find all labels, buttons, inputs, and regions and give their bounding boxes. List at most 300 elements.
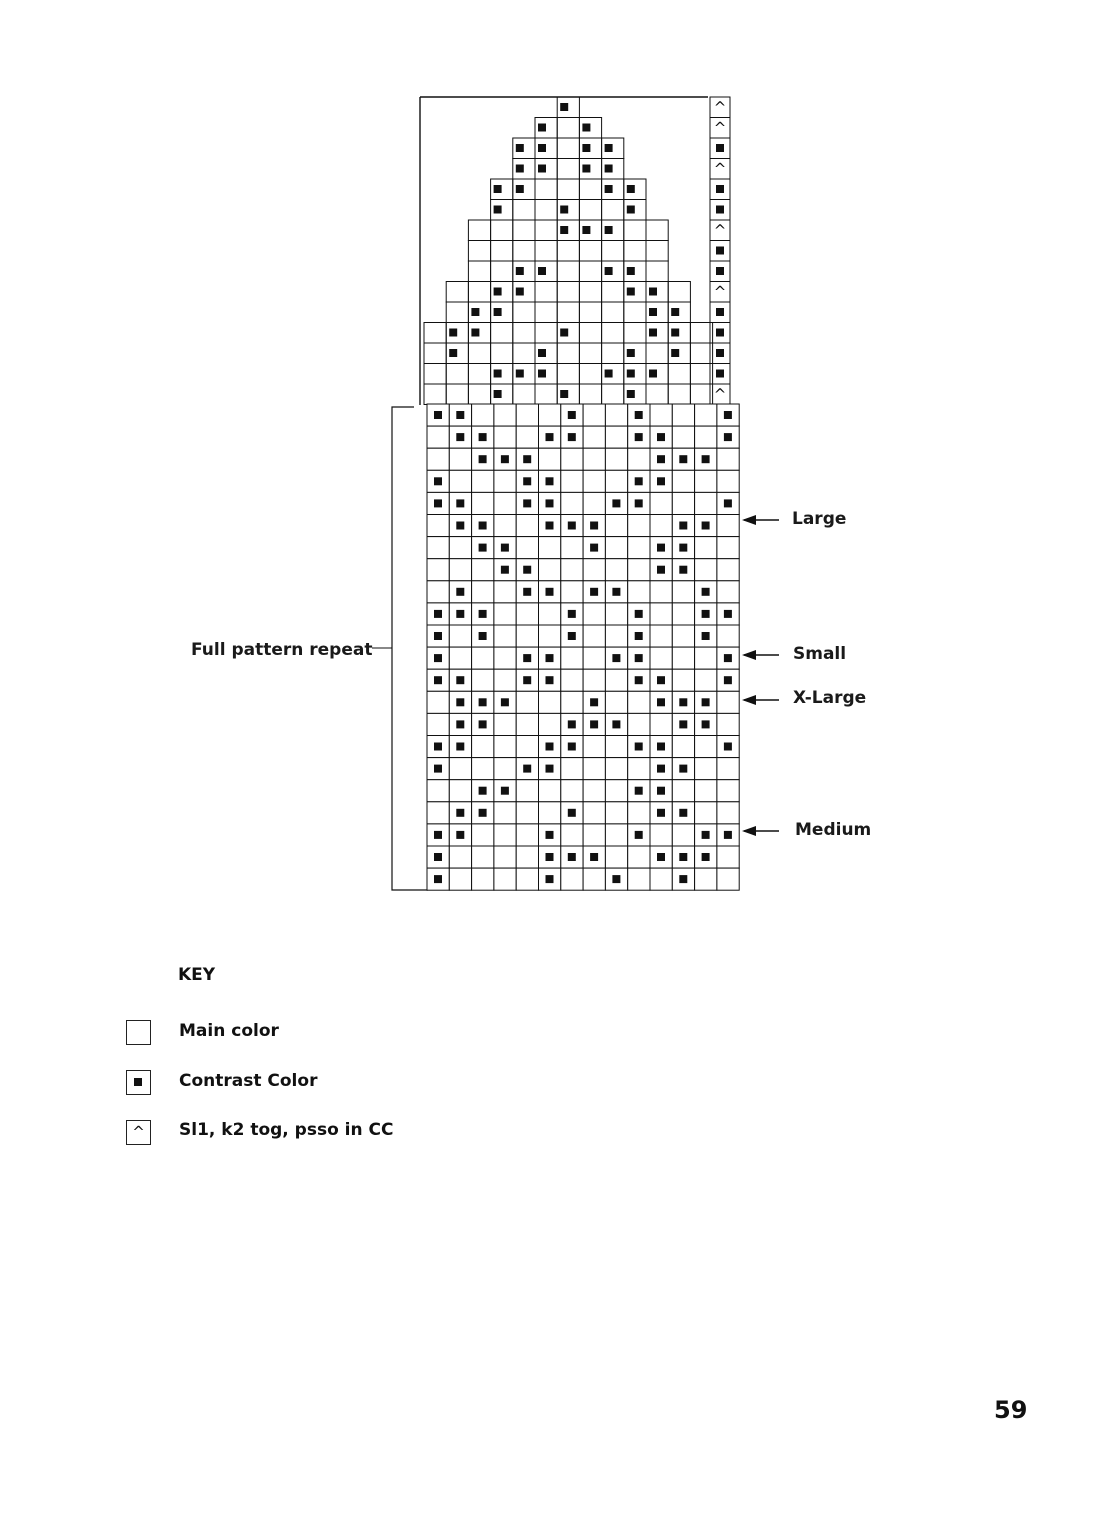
grid-cell: [561, 559, 583, 581]
arrow-medium-head: [742, 826, 756, 836]
contrast-stitch: [635, 433, 643, 441]
size-label-large: Large: [792, 509, 847, 529]
grid-cell: [717, 470, 739, 492]
crown-cell: [513, 323, 535, 344]
grid-cell: [427, 515, 449, 537]
grid-cell: [628, 448, 650, 470]
grid-cell: [605, 691, 627, 713]
contrast-stitch: [523, 676, 531, 684]
contrast-stitch: [702, 720, 710, 728]
crown-cell: [535, 282, 557, 303]
grid-cell: [449, 625, 471, 647]
grid-cell: [695, 559, 717, 581]
grid-cell: [561, 758, 583, 780]
crown-cell: [491, 241, 513, 262]
slip-stitch-mark: ^: [713, 160, 727, 178]
grid-cell: [494, 647, 516, 669]
contrast-stitch: [635, 654, 643, 662]
grid-cell: [628, 691, 650, 713]
contrast-stitch: [679, 853, 687, 861]
contrast-stitch: [494, 288, 502, 296]
contrast-stitch: [494, 308, 502, 316]
grid-cell: [427, 559, 449, 581]
grid-cell: [717, 515, 739, 537]
contrast-stitch: [590, 544, 598, 552]
grid-cell: [561, 824, 583, 846]
key-contrast-color-swatch: [126, 1070, 151, 1095]
grid-cell: [583, 448, 605, 470]
grid-cell: [561, 780, 583, 802]
contrast-stitch: [516, 288, 524, 296]
contrast-stitch: [523, 455, 531, 463]
contrast-stitch: [605, 185, 613, 193]
contrast-stitch: [523, 765, 531, 773]
crown-cell: [557, 159, 579, 180]
grid-cell: [472, 736, 494, 758]
grid-cell: [583, 404, 605, 426]
grid-cell: [494, 625, 516, 647]
grid-cell: [539, 625, 561, 647]
grid-cell: [449, 846, 471, 868]
size-label-xlarge: X-Large: [793, 688, 867, 708]
slip-stitch-mark: ^: [713, 283, 727, 301]
contrast-stitch: [434, 477, 442, 485]
grid-cell: [494, 492, 516, 514]
contrast-stitch: [434, 765, 442, 773]
grid-cell: [605, 515, 627, 537]
grid-cell: [449, 647, 471, 669]
grid-cell: [449, 758, 471, 780]
page-number: 59: [994, 1396, 1028, 1424]
crown-cell: [535, 220, 557, 241]
contrast-stitch: [434, 875, 442, 883]
contrast-stitch: [516, 370, 524, 378]
contrast-stitch: [456, 809, 464, 817]
contrast-stitch: [479, 787, 487, 795]
contrast-stitch: [546, 522, 554, 530]
contrast-stitch: [724, 676, 732, 684]
crown-cell: [468, 261, 490, 282]
contrast-stitch: [582, 144, 590, 152]
contrast-stitch: [568, 743, 576, 751]
contrast-stitch: [724, 433, 732, 441]
crown-cell: [513, 343, 535, 364]
grid-cell: [650, 868, 672, 890]
contrast-stitch: [434, 853, 442, 861]
contrast-stitch: [657, 455, 665, 463]
grid-cell: [650, 404, 672, 426]
contrast-stitch: [679, 875, 687, 883]
contrast-stitch: [523, 477, 531, 485]
grid-cell: [516, 404, 538, 426]
key-slip-stitch-label: Sl1, k2 tog, psso in CC: [179, 1120, 394, 1140]
grid-cell: [583, 868, 605, 890]
grid-cell: [472, 581, 494, 603]
contrast-stitch: [546, 875, 554, 883]
crown-cell: [646, 261, 668, 282]
grid-cell: [449, 559, 471, 581]
grid-cell: [583, 669, 605, 691]
grid-cell: [561, 492, 583, 514]
grid-cell: [494, 802, 516, 824]
grid-cell: [650, 647, 672, 669]
contrast-stitch: [627, 206, 635, 214]
contrast-stitch: [546, 477, 554, 485]
grid-cell: [717, 802, 739, 824]
crown-cell: [513, 384, 535, 405]
contrast-stitch: [657, 698, 665, 706]
contrast-stitch: [590, 698, 598, 706]
contrast-stitch: [494, 390, 502, 398]
grid-cell: [672, 780, 694, 802]
contrast-stitch: [612, 499, 620, 507]
grid-cell: [672, 404, 694, 426]
crown-cell: [602, 282, 624, 303]
contrast-stitch: [679, 720, 687, 728]
contrast-stitch: [568, 522, 576, 530]
contrast-stitch: [568, 720, 576, 728]
contrast-stitch: [590, 522, 598, 530]
contrast-stitch: [479, 522, 487, 530]
crown-cell: [535, 323, 557, 344]
grid-cell: [695, 736, 717, 758]
grid-cell: [427, 713, 449, 735]
crown-cell: [491, 343, 513, 364]
contrast-stitch: [724, 610, 732, 618]
contrast-stitch: [434, 743, 442, 751]
contrast-stitch: [434, 654, 442, 662]
contrast-stitch: [546, 765, 554, 773]
contrast-stitch: [605, 267, 613, 275]
key-contrast-color-label: Contrast Color: [179, 1071, 318, 1091]
crown-cell: [535, 384, 557, 405]
crown-cell: [424, 343, 446, 364]
grid-cell: [472, 404, 494, 426]
grid-cell: [695, 780, 717, 802]
grid-cell: [427, 426, 449, 448]
grid-cell: [583, 802, 605, 824]
grid-cell: [672, 669, 694, 691]
grid-cell: [583, 603, 605, 625]
contrast-stitch: [635, 499, 643, 507]
grid-cell: [672, 736, 694, 758]
contrast-stitch: [605, 370, 613, 378]
crown-cell: [602, 200, 624, 221]
contrast-stitch: [560, 226, 568, 234]
grid-cell: [583, 758, 605, 780]
contrast-stitch: [679, 544, 687, 552]
contrast-stitch: [657, 809, 665, 817]
crown-cell: [624, 323, 646, 344]
grid-cell: [672, 603, 694, 625]
contrast-stitch: [546, 433, 554, 441]
contrast-stitch: [471, 308, 479, 316]
grid-cell: [494, 824, 516, 846]
grid-cell: [717, 581, 739, 603]
crown-cell: [424, 384, 446, 405]
grid-cell: [516, 868, 538, 890]
contrast-stitch: [582, 124, 590, 132]
grid-cell: [717, 625, 739, 647]
grid-cell: [494, 581, 516, 603]
crown-cell: [535, 302, 557, 323]
contrast-stitch: [716, 267, 724, 275]
contrast-stitch: [538, 370, 546, 378]
crown-cell: [579, 241, 601, 262]
crown-cell: [579, 364, 601, 385]
contrast-stitch: [590, 720, 598, 728]
contrast-stitch: [523, 654, 531, 662]
contrast-stitch: [605, 144, 613, 152]
grid-cell: [628, 515, 650, 537]
contrast-stitch: [657, 676, 665, 684]
crown-cell: [557, 282, 579, 303]
key-main-color-swatch: [126, 1020, 151, 1045]
crown-cell: [446, 384, 468, 405]
grid-cell: [628, 802, 650, 824]
crown-cell: [579, 261, 601, 282]
grid-cell: [605, 824, 627, 846]
grid-cell: [650, 515, 672, 537]
grid-cell: [583, 470, 605, 492]
grid-cell: [427, 691, 449, 713]
crown-cell: [690, 364, 712, 385]
grid-cell: [695, 868, 717, 890]
grid-cell: [494, 846, 516, 868]
contrast-stitch: [590, 588, 598, 596]
contrast-stitch: [716, 370, 724, 378]
contrast-stitch: [494, 206, 502, 214]
grid-cell: [672, 625, 694, 647]
crown-cell: [579, 282, 601, 303]
crown-cell: [646, 241, 668, 262]
contrast-stitch: [434, 831, 442, 839]
crown-cell: [446, 302, 468, 323]
contrast-stitch: [702, 853, 710, 861]
contrast-stitch: [671, 329, 679, 337]
contrast-stitch: [702, 455, 710, 463]
contrast-stitch: [590, 853, 598, 861]
contrast-stitch: [649, 288, 657, 296]
crown-cell: [646, 220, 668, 241]
contrast-stitch: [716, 185, 724, 193]
contrast-stitch: [456, 676, 464, 684]
contrast-stitch: [612, 588, 620, 596]
contrast-stitch: [702, 831, 710, 839]
grid-cell: [449, 868, 471, 890]
key-title: KEY: [178, 965, 216, 985]
contrast-stitch: [568, 632, 576, 640]
crown-cell: [424, 323, 446, 344]
grid-cell: [561, 691, 583, 713]
contrast-stitch: [627, 288, 635, 296]
contrast-stitch: [434, 411, 442, 419]
contrast-stitch: [538, 165, 546, 173]
contrast-stitch: [456, 698, 464, 706]
contrast-stitch: [456, 499, 464, 507]
grid-cell: [472, 470, 494, 492]
grid-cell: [717, 691, 739, 713]
contrast-stitch: [568, 853, 576, 861]
grid-cell: [672, 647, 694, 669]
crown-cell: [624, 302, 646, 323]
contrast-stitch: [724, 411, 732, 419]
grid-cell: [717, 559, 739, 581]
grid-cell: [472, 647, 494, 669]
crown-cell: [513, 200, 535, 221]
contrast-stitch: [434, 610, 442, 618]
crown-cell: [535, 200, 557, 221]
crown-cell: [424, 364, 446, 385]
crown-cell: [602, 343, 624, 364]
grid-cell: [539, 691, 561, 713]
contrast-stitch: [657, 765, 665, 773]
contrast-stitch: [546, 853, 554, 861]
grid-cell: [427, 780, 449, 802]
contrast-stitch: [560, 103, 568, 111]
grid-cell: [516, 426, 538, 448]
slip-stitch-icon: ^: [132, 1123, 145, 1141]
grid-cell: [695, 669, 717, 691]
grid-cell: [605, 559, 627, 581]
grid-cell: [628, 537, 650, 559]
grid-cell: [539, 404, 561, 426]
contrast-stitch: [635, 411, 643, 419]
grid-cell: [427, 537, 449, 559]
contrast-stitch: [702, 588, 710, 596]
contrast-stitch: [649, 329, 657, 337]
arrow-small-head: [742, 650, 756, 660]
grid-cell: [516, 515, 538, 537]
grid-cell: [672, 581, 694, 603]
grid-cell: [583, 492, 605, 514]
grid-cell: [516, 824, 538, 846]
contrast-stitch: [657, 787, 665, 795]
grid-cell: [449, 537, 471, 559]
crown-cell: [491, 261, 513, 282]
contrast-stitch: [724, 743, 732, 751]
grid-cell: [494, 669, 516, 691]
crown-cell: [668, 282, 690, 303]
grid-cell: [494, 404, 516, 426]
contrast-stitch: [568, 809, 576, 817]
crown-cell: [690, 384, 712, 405]
crown-cell: [557, 241, 579, 262]
grid-cell: [516, 780, 538, 802]
grid-cell: [583, 625, 605, 647]
contrast-stitch: [456, 720, 464, 728]
grid-cell: [695, 426, 717, 448]
crown-cell: [579, 343, 601, 364]
contrast-stitch: [546, 743, 554, 751]
contrast-stitch: [501, 544, 509, 552]
contrast-stitch: [501, 455, 509, 463]
grid-cell: [472, 758, 494, 780]
grid-cell: [494, 713, 516, 735]
grid-cell: [583, 780, 605, 802]
grid-cell: [717, 537, 739, 559]
contrast-stitch: [724, 654, 732, 662]
crown-cell: [579, 384, 601, 405]
contrast-stitch: [479, 632, 487, 640]
grid-cell: [695, 647, 717, 669]
contrast-square-icon: [134, 1078, 142, 1086]
grid-cell: [494, 470, 516, 492]
contrast-stitch: [582, 226, 590, 234]
contrast-stitch: [456, 411, 464, 419]
contrast-stitch: [456, 588, 464, 596]
grid-cell: [472, 559, 494, 581]
crown-cell: [513, 220, 535, 241]
grid-cell: [539, 448, 561, 470]
grid-cell: [628, 868, 650, 890]
grid-cell: [561, 470, 583, 492]
contrast-stitch: [635, 477, 643, 485]
slip-stitch-mark: ^: [713, 119, 727, 137]
contrast-stitch: [456, 522, 464, 530]
slip-stitch-mark: ^: [713, 221, 727, 240]
grid-cell: [672, 470, 694, 492]
contrast-stitch: [516, 144, 524, 152]
crown-cell: [646, 384, 668, 405]
contrast-stitch: [679, 522, 687, 530]
contrast-stitch: [657, 743, 665, 751]
contrast-stitch: [671, 349, 679, 357]
crown-cell: [446, 282, 468, 303]
contrast-stitch: [657, 544, 665, 552]
contrast-stitch: [627, 185, 635, 193]
grid-cell: [472, 492, 494, 514]
grid-cell: [561, 647, 583, 669]
crown-cell: [624, 220, 646, 241]
crown-cell: [557, 138, 579, 159]
contrast-stitch: [501, 698, 509, 706]
crown-cell: [557, 261, 579, 282]
contrast-stitch: [546, 676, 554, 684]
crown-cell: [468, 282, 490, 303]
grid-cell: [605, 802, 627, 824]
contrast-stitch: [501, 787, 509, 795]
contrast-stitch: [635, 743, 643, 751]
contrast-stitch: [538, 144, 546, 152]
grid-cell: [605, 404, 627, 426]
grid-cell: [494, 603, 516, 625]
contrast-stitch: [568, 411, 576, 419]
grid-cell: [650, 603, 672, 625]
crown-cell: [513, 241, 535, 262]
grid-cell: [650, 625, 672, 647]
grid-cell: [605, 669, 627, 691]
grid-cell: [717, 448, 739, 470]
contrast-stitch: [538, 124, 546, 132]
grid-cell: [717, 713, 739, 735]
contrast-stitch: [635, 632, 643, 640]
grid-cell: [695, 492, 717, 514]
grid-cell: [472, 669, 494, 691]
grid-cell: [516, 625, 538, 647]
grid-cell: [605, 736, 627, 758]
grid-cell: [672, 492, 694, 514]
contrast-stitch: [716, 308, 724, 316]
grid-cell: [628, 713, 650, 735]
contrast-stitch: [649, 370, 657, 378]
contrast-stitch: [479, 433, 487, 441]
contrast-stitch: [456, 433, 464, 441]
grid-cell: [717, 780, 739, 802]
contrast-stitch: [635, 831, 643, 839]
crown-cell: [602, 302, 624, 323]
contrast-stitch: [679, 765, 687, 773]
